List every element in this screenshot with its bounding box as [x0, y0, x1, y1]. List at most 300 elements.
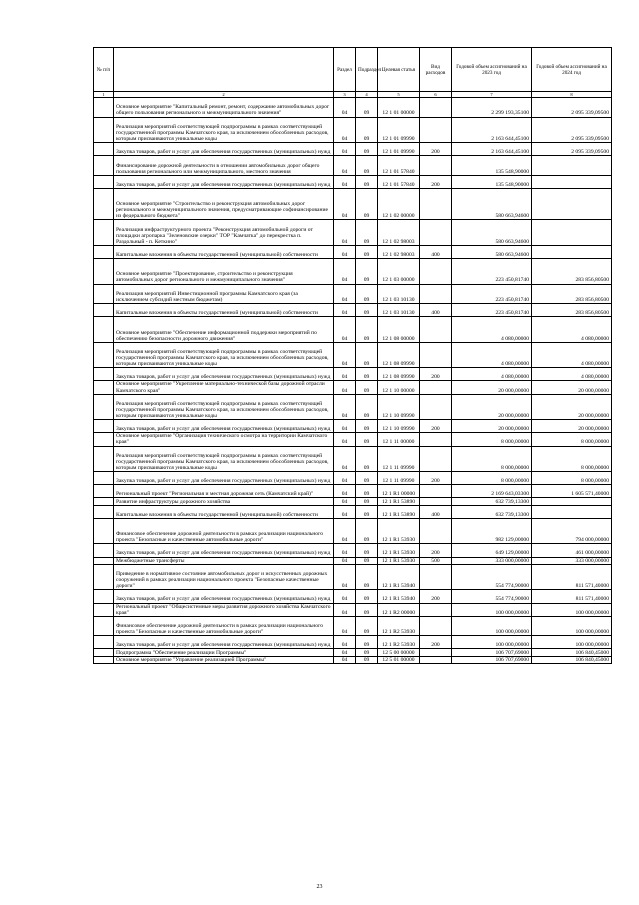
row-expense-type-cell [420, 656, 452, 663]
row-podrazdel-cell: 09 [356, 498, 378, 505]
row-target-article-cell: 12 1 08 09990 [378, 342, 420, 368]
row-target-article-cell: 12 1 11 09990 [378, 472, 420, 485]
row-number-cell [94, 175, 114, 188]
col-num: 2 [114, 92, 334, 98]
table-row [94, 175, 612, 188]
row-podrazdel-cell: 09 [356, 603, 378, 616]
row-razdel-cell: 04 [334, 544, 356, 557]
budget-table [93, 47, 612, 664]
row-2023-cell: 2 169 643,03300 [452, 485, 532, 498]
row-2023-cell: 632 739,13300 [452, 505, 532, 518]
row-target-article-cell: 12 1 R1 53940 [378, 564, 420, 590]
row-2024-cell: 811 571,40000 [532, 564, 612, 590]
row-expense-type-cell [420, 381, 452, 394]
col-num: 8 [532, 92, 612, 98]
row-2023-cell: 4 080,00000 [452, 342, 532, 368]
row-target-article-cell: 12 1 10 09990 [378, 394, 420, 420]
table-row [94, 245, 612, 258]
table-row [94, 342, 612, 368]
col-num: 5 [378, 92, 420, 98]
row-razdel-cell: 04 [334, 420, 356, 433]
row-podrazdel-cell: 09 [356, 284, 378, 304]
row-podrazdel-cell: 09 [356, 317, 378, 343]
row-number-cell [94, 433, 114, 446]
row-expense-type-cell: 400 [420, 304, 452, 317]
row-target-article-cell: 12 1 01 00000 [378, 98, 420, 118]
row-expense-type-cell: 200 [420, 590, 452, 603]
row-number-cell [94, 649, 114, 656]
row-name-cell: Основное мероприятие "Капитальный ремонт, ремонт, содержание автомобильных дорог общего пользования регионального и межмуниципального значения" [114, 98, 334, 118]
table-row [94, 590, 612, 603]
row-razdel-cell: 04 [334, 649, 356, 656]
row-expense-type-cell [420, 498, 452, 505]
header-row [94, 48, 612, 92]
row-2023-cell: 8 000,00000 [452, 472, 532, 485]
row-podrazdel-cell: 09 [356, 518, 378, 544]
row-2023-cell: 4 080,00000 [452, 368, 532, 381]
table-row [94, 317, 612, 343]
row-podrazdel-cell: 09 [356, 259, 378, 285]
row-target-article-cell: 12 1 R1 53890 [378, 505, 420, 518]
row-2023-cell: 580 663,94600 [452, 220, 532, 246]
table-row [94, 394, 612, 420]
row-number-cell [94, 656, 114, 663]
row-razdel-cell: 04 [334, 259, 356, 285]
row-name-cell: Основное мероприятие "Управление реализацией Программы" [114, 656, 334, 663]
row-razdel-cell: 04 [334, 98, 356, 118]
row-name-cell: Основное мероприятие "Укрепление материально-технической базы дорожной отрасли Камчатского края" [114, 381, 334, 394]
row-number-cell [94, 98, 114, 118]
row-name-cell: Капитальные вложения в объекты государственной (муниципальной) собственности [114, 245, 334, 258]
row-name-cell: Развитие инфраструктуры дорожного хозяйства [114, 498, 334, 505]
header-podrazdel: Подраздел [356, 48, 378, 92]
table-row [94, 188, 612, 220]
row-number-cell [94, 472, 114, 485]
header-name [114, 48, 334, 92]
row-razdel-cell: 04 [334, 368, 356, 381]
row-number-cell [94, 220, 114, 246]
row-expense-type-cell [420, 156, 452, 176]
row-target-article-cell: 12 1 11 09990 [378, 446, 420, 472]
row-2024-cell: 20 000,00000 [532, 381, 612, 394]
header-target-article: Целевая статья [378, 48, 420, 92]
row-razdel-cell: 04 [334, 304, 356, 317]
row-2023-cell: 554 774,90000 [452, 590, 532, 603]
row-name-cell: Подпрограмма "Обеспечение реализации Программы" [114, 649, 334, 656]
row-name-cell: Региональный проект "Общесистемные меры развития дорожного хозяйства Камчатского края" [114, 603, 334, 616]
row-2024-cell: 20 000,00000 [532, 394, 612, 420]
row-razdel-cell: 04 [334, 188, 356, 220]
row-target-article-cell: 12 1 01 57840 [378, 175, 420, 188]
row-2023-cell: 20 000,00000 [452, 381, 532, 394]
row-expense-type-cell [420, 98, 452, 118]
row-podrazdel-cell: 09 [356, 368, 378, 381]
row-razdel-cell: 04 [334, 485, 356, 498]
table-row [94, 544, 612, 557]
row-razdel-cell: 04 [334, 245, 356, 258]
row-number-cell [94, 381, 114, 394]
row-number-cell [94, 284, 114, 304]
row-2024-cell [532, 175, 612, 188]
row-2024-cell: 794 000,00000 [532, 518, 612, 544]
table-row [94, 368, 612, 381]
row-name-cell: Реализация мероприятий соответствующей подпрограммы в рамках соответствующей государственной программы Камчатского края, за исключением обособленных расходов, которым присваиваются уникальные коды [114, 117, 334, 143]
row-expense-type-cell [420, 603, 452, 616]
row-2024-cell [532, 220, 612, 246]
row-2024-cell [532, 245, 612, 258]
row-target-article-cell: 12 1 R1 53890 [378, 498, 420, 505]
row-number-cell [94, 304, 114, 317]
row-2024-cell: 4 080,00000 [532, 368, 612, 381]
table-row [94, 518, 612, 544]
row-2024-cell: 4 080,00000 [532, 342, 612, 368]
row-name-cell: Закупка товаров, работ и услуг для обеспечения государственных (муниципальных) нужд [114, 636, 334, 649]
row-name-cell: Финансовое обеспечение дорожной деятельности в рамках реализации национального проекта "Безопасные и качественные автомобильные дороги" [114, 616, 334, 636]
row-number-cell [94, 368, 114, 381]
row-name-cell: Закупка товаров, работ и услуг для обеспечения государственных (муниципальных) нужд [114, 420, 334, 433]
row-podrazdel-cell: 09 [356, 175, 378, 188]
row-podrazdel-cell: 09 [356, 117, 378, 143]
row-podrazdel-cell: 09 [356, 143, 378, 156]
row-podrazdel-cell: 09 [356, 304, 378, 317]
row-expense-type-cell [420, 394, 452, 420]
table-row [94, 505, 612, 518]
row-number-cell [94, 544, 114, 557]
row-name-cell: Основное мероприятие "Проектирование, строительство и реконструкция автомобильных дорог регионального и межмуниципального значения" [114, 259, 334, 285]
row-2023-cell: 2 163 644,45100 [452, 117, 532, 143]
row-2023-cell: 100 000,00000 [452, 616, 532, 636]
table-row [94, 485, 612, 498]
row-number-cell [94, 590, 114, 603]
table-row [94, 616, 612, 636]
row-expense-type-cell: 500 [420, 557, 452, 564]
row-target-article-cell: 12 1 03 00000 [378, 259, 420, 285]
row-number-cell [94, 317, 114, 343]
row-razdel-cell: 04 [334, 557, 356, 564]
row-2024-cell: 283 856,80500 [532, 304, 612, 317]
row-target-article-cell: 12 1 01 57840 [378, 156, 420, 176]
row-expense-type-cell: 200 [420, 368, 452, 381]
row-number-cell [94, 156, 114, 176]
row-2023-cell: 20 000,00000 [452, 420, 532, 433]
col-num: 7 [452, 92, 532, 98]
table-row [94, 284, 612, 304]
row-target-article-cell: 12 1 02 98003 [378, 220, 420, 246]
row-2024-cell: 461 000,00000 [532, 544, 612, 557]
header-expense-type: Вид расходов [420, 48, 452, 92]
row-podrazdel-cell: 09 [356, 394, 378, 420]
row-2023-cell: 223 450,81740 [452, 259, 532, 285]
row-razdel-cell: 04 [334, 433, 356, 446]
row-expense-type-cell [420, 117, 452, 143]
row-number-cell [94, 505, 114, 518]
row-expense-type-cell [420, 433, 452, 446]
table-row [94, 117, 612, 143]
row-2024-cell: 100 000,00000 [532, 616, 612, 636]
row-2023-cell: 20 000,00000 [452, 394, 532, 420]
row-number-cell [94, 446, 114, 472]
table-row [94, 557, 612, 564]
row-target-article-cell: 12 1 10 00000 [378, 381, 420, 394]
row-podrazdel-cell: 09 [356, 616, 378, 636]
row-2024-cell: 100 000,00000 [532, 636, 612, 649]
row-podrazdel-cell: 09 [356, 656, 378, 663]
row-2023-cell: 100 000,00000 [452, 603, 532, 616]
row-target-article-cell: 12 1 02 00000 [378, 188, 420, 220]
row-number-cell [94, 394, 114, 420]
row-2024-cell: 2 095 339,09500 [532, 98, 612, 118]
row-number-cell [94, 518, 114, 544]
row-2023-cell: 580 663,94600 [452, 188, 532, 220]
row-expense-type-cell: 200 [420, 175, 452, 188]
row-podrazdel-cell: 09 [356, 557, 378, 564]
row-number-cell [94, 498, 114, 505]
row-number-cell [94, 485, 114, 498]
row-2024-cell: 333 000,00000 [532, 557, 612, 564]
row-target-article-cell: 12 1 03 10130 [378, 304, 420, 317]
row-name-cell: Закупка товаров, работ и услуг для обеспечения государственных (муниципальных) нужд [114, 368, 334, 381]
row-2024-cell: 8 000,00000 [532, 472, 612, 485]
row-name-cell: Капитальные вложения в объекты государственной (муниципальной) собственности [114, 505, 334, 518]
header-razdel: Раздел [334, 48, 356, 92]
row-target-article-cell: 12 1 R1 00000 [378, 485, 420, 498]
row-expense-type-cell [420, 446, 452, 472]
row-name-cell: Основное мероприятие "Строительство и реконструкция автомобильных дорог регионального и межмуниципального значения, предусматривающие софинансирование из федерального бюджета" [114, 188, 334, 220]
table-row [94, 446, 612, 472]
row-number-cell [94, 564, 114, 590]
table-row [94, 420, 612, 433]
row-name-cell: Финансовое обеспечение дорожной деятельности в рамках реализации национального проекта "Безопасные и качественные автомобильные дороги" [114, 518, 334, 544]
row-name-cell: Основное мероприятие "Обеспечение информационной поддержки мероприятий по обеспечению безопасности дорожного движения" [114, 317, 334, 343]
row-number-cell [94, 143, 114, 156]
row-razdel-cell: 04 [334, 616, 356, 636]
row-number-cell [94, 420, 114, 433]
row-target-article-cell: 12 1 01 09990 [378, 143, 420, 156]
row-2023-cell: 2 299 193,35100 [452, 98, 532, 118]
row-name-cell: Закупка товаров, работ и услуг для обеспечения государственных (муниципальных) нужд [114, 472, 334, 485]
row-2023-cell: 580 663,94600 [452, 245, 532, 258]
row-expense-type-cell: 400 [420, 505, 452, 518]
col-num: 4 [356, 92, 378, 98]
row-target-article-cell: 12 1 R2 53930 [378, 616, 420, 636]
row-name-cell: Закупка товаров, работ и услуг для обеспечения государственных (муниципальных) нужд [114, 590, 334, 603]
row-razdel-cell: 04 [334, 220, 356, 246]
row-target-article-cell: 12 1 R1 53930 [378, 557, 420, 564]
row-razdel-cell: 04 [334, 505, 356, 518]
row-number-cell [94, 188, 114, 220]
row-expense-type-cell [420, 284, 452, 304]
row-podrazdel-cell: 09 [356, 564, 378, 590]
row-razdel-cell: 04 [334, 117, 356, 143]
row-2024-cell: 100 000,00000 [532, 603, 612, 616]
row-name-cell: Закупка товаров, работ и услуг для обеспечения государственных (муниципальных) нужд [114, 143, 334, 156]
row-2024-cell: 20 000,00000 [532, 420, 612, 433]
row-2023-cell: 333 000,00000 [452, 557, 532, 564]
row-2023-cell: 106 707,69000 [452, 656, 532, 663]
row-target-article-cell: 12 1 01 09990 [378, 117, 420, 143]
table-row [94, 498, 612, 505]
row-name-cell: Капитальные вложения в объекты государственной (муниципальной) собственности [114, 304, 334, 317]
row-razdel-cell: 04 [334, 603, 356, 616]
row-name-cell: Приведение в нормативное состояние автомобильных дорог и искусственных дорожных сооружений в рамках реализации национального проекта "Безопасные качественные дороги" [114, 564, 334, 590]
row-expense-type-cell: 200 [420, 636, 452, 649]
row-podrazdel-cell: 09 [356, 505, 378, 518]
row-2023-cell: 8 000,00000 [452, 446, 532, 472]
row-target-article-cell: 12 1 11 00000 [378, 433, 420, 446]
row-expense-type-cell: 200 [420, 143, 452, 156]
col-num: 3 [334, 92, 356, 98]
row-name-cell: Реализация мероприятий Инвестиционной программы Камчатского края (за исключением субсидий местным бюджетам) [114, 284, 334, 304]
row-name-cell: Межбюджетные трансферты [114, 557, 334, 564]
row-expense-type-cell [420, 188, 452, 220]
row-razdel-cell: 04 [334, 317, 356, 343]
row-2024-cell: 8 000,00000 [532, 433, 612, 446]
row-2023-cell: 135 548,90000 [452, 175, 532, 188]
row-razdel-cell: 04 [334, 472, 356, 485]
row-2024-cell [532, 498, 612, 505]
row-target-article-cell: 12 1 R2 00000 [378, 603, 420, 616]
row-expense-type-cell [420, 220, 452, 246]
row-name-cell: Реализация мероприятий соответствующей подпрограммы в рамках соответствующей государственной программы Камчатского края, за исключением обособленных расходов, которым присваиваются уникальные коды [114, 342, 334, 368]
row-expense-type-cell [420, 485, 452, 498]
row-podrazdel-cell: 09 [356, 472, 378, 485]
row-expense-type-cell [420, 518, 452, 544]
row-target-article-cell: 12 5 00 00000 [378, 649, 420, 656]
header-2024: Годовой объем ассигнований на 2024 год [532, 48, 612, 92]
row-razdel-cell: 04 [334, 381, 356, 394]
row-2024-cell [532, 188, 612, 220]
row-podrazdel-cell: 09 [356, 649, 378, 656]
table-row [94, 143, 612, 156]
row-2024-cell: 283 856,80500 [532, 284, 612, 304]
row-target-article-cell: 12 1 10 09990 [378, 420, 420, 433]
table-row [94, 636, 612, 649]
row-podrazdel-cell: 09 [356, 485, 378, 498]
row-target-article-cell: 12 5 01 00000 [378, 656, 420, 663]
row-razdel-cell: 04 [334, 446, 356, 472]
row-razdel-cell: 04 [334, 518, 356, 544]
row-2024-cell: 811 571,40000 [532, 590, 612, 603]
table-row [94, 156, 612, 176]
row-number-cell [94, 616, 114, 636]
header-number: № п/п [94, 48, 114, 92]
row-expense-type-cell: 400 [420, 245, 452, 258]
row-2024-cell: 4 080,00000 [532, 317, 612, 343]
table-row [94, 564, 612, 590]
row-podrazdel-cell: 09 [356, 590, 378, 603]
budget-table-container [93, 47, 611, 664]
row-number-cell [94, 245, 114, 258]
row-2024-cell: 106 840,45000 [532, 649, 612, 656]
row-2023-cell: 8 000,00000 [452, 433, 532, 446]
row-razdel-cell: 04 [334, 564, 356, 590]
row-name-cell: Реализация мероприятий соответствующей подпрограммы в рамках соответствующей государственной программы Камчатского края, за исключением обособленных расходов, которым присваиваются уникальные коды [114, 446, 334, 472]
row-number-cell [94, 603, 114, 616]
row-podrazdel-cell: 09 [356, 636, 378, 649]
row-name-cell: Реализация инфраструктурного проекта "Реконструкция автомобильной дороги от площадки агропарка "Зеленовские озерки" ТОР "Камчатка" до перекрестка п. Раздольный - п. Кеткино" [114, 220, 334, 246]
row-number-cell [94, 117, 114, 143]
row-podrazdel-cell: 09 [356, 188, 378, 220]
row-2024-cell [532, 156, 612, 176]
row-razdel-cell: 04 [334, 498, 356, 505]
row-podrazdel-cell: 09 [356, 446, 378, 472]
row-razdel-cell: 04 [334, 156, 356, 176]
row-expense-type-cell [420, 616, 452, 636]
page-number: 23 [316, 884, 323, 890]
row-name-cell: Закупка товаров, работ и услуг для обеспечения государственных (муниципальных) нужд [114, 175, 334, 188]
table-row [94, 304, 612, 317]
row-number-cell [94, 259, 114, 285]
row-number-cell [94, 342, 114, 368]
row-2023-cell: 223 450,81740 [452, 304, 532, 317]
table-row [94, 656, 612, 663]
row-2023-cell: 649 129,00000 [452, 544, 532, 557]
row-target-article-cell: 12 1 02 98003 [378, 245, 420, 258]
row-2023-cell: 632 739,13300 [452, 498, 532, 505]
table-row [94, 472, 612, 485]
row-2023-cell: 2 163 644,45100 [452, 143, 532, 156]
table-row [94, 98, 612, 118]
row-razdel-cell: 04 [334, 636, 356, 649]
row-podrazdel-cell: 09 [356, 156, 378, 176]
row-expense-type-cell [420, 342, 452, 368]
table-row [94, 649, 612, 656]
row-number-cell [94, 636, 114, 649]
row-2023-cell: 100 000,00000 [452, 636, 532, 649]
row-target-article-cell: 12 1 R1 53930 [378, 518, 420, 544]
row-podrazdel-cell: 09 [356, 98, 378, 118]
row-target-article-cell: 12 1 R2 53930 [378, 636, 420, 649]
row-2024-cell: 2 095 339,09500 [532, 143, 612, 156]
row-podrazdel-cell: 09 [356, 544, 378, 557]
row-2023-cell: 135 548,90000 [452, 156, 532, 176]
row-2023-cell: 554 774,90000 [452, 564, 532, 590]
row-razdel-cell: 04 [334, 175, 356, 188]
col-num: 6 [420, 92, 452, 98]
row-target-article-cell: 12 1 08 00000 [378, 317, 420, 343]
row-razdel-cell: 04 [334, 342, 356, 368]
table-row [94, 220, 612, 246]
row-name-cell: Закупка товаров, работ и услуг для обеспечения государственных (муниципальных) нужд [114, 544, 334, 557]
header-2023: Годовой объем ассигнований на 2023 год [452, 48, 532, 92]
row-podrazdel-cell: 09 [356, 342, 378, 368]
row-name-cell: Реализация мероприятий соответствующей подпрограммы в рамках соответствующей государственной программы Камчатского края, за исключением обособленных расходов, которым присваиваются уникальные коды [114, 394, 334, 420]
row-2023-cell: 982 129,00000 [452, 518, 532, 544]
row-2024-cell: 106 840,45000 [532, 656, 612, 663]
row-podrazdel-cell: 09 [356, 433, 378, 446]
table-row [94, 381, 612, 394]
row-expense-type-cell: 200 [420, 472, 452, 485]
row-podrazdel-cell: 09 [356, 220, 378, 246]
row-target-article-cell: 12 1 03 10130 [378, 284, 420, 304]
row-target-article-cell: 12 1 R1 53940 [378, 590, 420, 603]
row-podrazdel-cell: 09 [356, 381, 378, 394]
row-razdel-cell: 04 [334, 656, 356, 663]
row-2024-cell: 8 000,00000 [532, 446, 612, 472]
row-2024-cell [532, 505, 612, 518]
table-row [94, 603, 612, 616]
row-name-cell: Финансирование дорожной деятельности в отношении автомобильных дорог общего пользования регионального или межмуниципального, местного значения [114, 156, 334, 176]
row-expense-type-cell: 200 [420, 420, 452, 433]
row-expense-type-cell [420, 259, 452, 285]
row-2023-cell: 4 080,00000 [452, 317, 532, 343]
row-razdel-cell: 04 [334, 284, 356, 304]
table-row [94, 433, 612, 446]
row-2024-cell: 1 605 571,40000 [532, 485, 612, 498]
row-razdel-cell: 04 [334, 143, 356, 156]
row-name-cell: Региональный проект "Региональная и местная дорожная сеть (Камчатский край)" [114, 485, 334, 498]
row-expense-type-cell: 200 [420, 544, 452, 557]
